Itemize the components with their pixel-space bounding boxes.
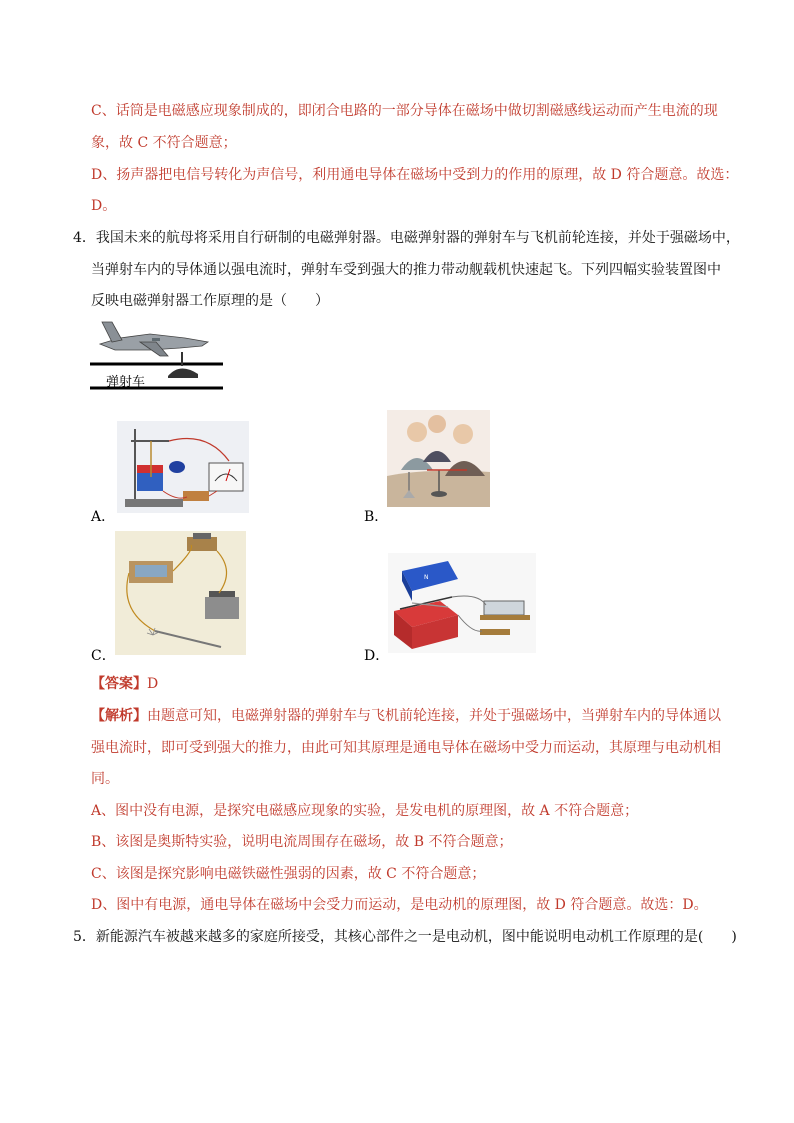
catapult-figure <box>90 316 225 394</box>
catapult-label: 弹射车 <box>106 375 146 390</box>
analysis-text-1: 由题意可知，电磁弹射器的弹射车与飞机前轮连接，并处于强磁场中，当弹射车内的导体通以 <box>147 708 721 724</box>
induction-apparatus-icon <box>117 421 249 513</box>
question-4-line-3: 反映电磁弹射器工作原理的是（ ） <box>91 293 329 309</box>
option-a-image <box>117 421 249 513</box>
svg-text:N: N <box>424 574 429 581</box>
option-c-label: C． <box>91 648 116 664</box>
electromagnet-experiment-icon <box>115 531 246 655</box>
answer-line <box>91 674 158 694</box>
text-line-c2: 象，故 C 不符合题意； <box>91 135 237 151</box>
text-line-d1: D、扬声器把电信号转化为声信号，利用通电导体在磁场中受到力的作用的原理，故 D 符合题意。故选： <box>91 167 739 183</box>
answer-label: 【答案】 <box>91 676 147 692</box>
option-b-image <box>387 410 490 507</box>
oersted-experiment-icon <box>387 410 490 507</box>
analysis-line-6: C、该图是探究影响电磁铁磁性强弱的因素，故 C 不符合题意； <box>91 866 486 882</box>
analysis-label: 【解析】 <box>91 708 147 724</box>
answer-value: D <box>147 676 159 692</box>
text-line-c1: C、话筒是电磁感应现象制成的，即闭合电路的一部分导体在磁场中做切割磁感线运动而产生电流的现 <box>91 103 718 119</box>
text-line-d2: D。 <box>91 198 117 214</box>
analysis-line-5: B、该图是奥斯特实验，说明电流周围存在磁场，故 B 不符合题意； <box>91 834 513 850</box>
question-4-line-2: 当弹射车内的导体通以强电流时，弹射车受到强大的推力带动舰载机快速起飞。下列四幅实验装置图中 <box>91 262 721 278</box>
option-c-image <box>115 531 246 655</box>
analysis-line-1 <box>91 706 721 726</box>
analysis-line-3: 同。 <box>91 771 119 787</box>
option-d-label: D． <box>364 648 390 664</box>
option-b-label: B． <box>364 509 389 525</box>
option-a-label: A． <box>91 509 116 525</box>
analysis-line-4: A、图中没有电源，是探究电磁感应现象的实验，是发电机的原理图，故 A 不符合题意； <box>91 803 639 819</box>
analysis-line-2: 强电流时，即可受到强大的推力，由此可知其原理是通电导体在磁场中受力而运动，其原理与电动机相 <box>91 740 721 756</box>
option-d-image <box>388 553 536 653</box>
analysis-line-7: D、图中有电源，通电导体在磁场中会受力而运动，是电动机的原理图，故 D 符合题意。故选：D。 <box>91 897 708 913</box>
question-5-line: 5．新能源汽车被越来越多的家庭所接受，其核心部件之一是电动机，图中能说明电动机工作原理的是( ) <box>73 929 737 945</box>
motor-principle-icon <box>388 553 536 653</box>
question-4-line-1: 4．我国未来的航母将采用自行研制的电磁弹射器。电磁弹射器的弹射车与飞机前轮连接，并处于强磁场中， <box>73 230 740 246</box>
